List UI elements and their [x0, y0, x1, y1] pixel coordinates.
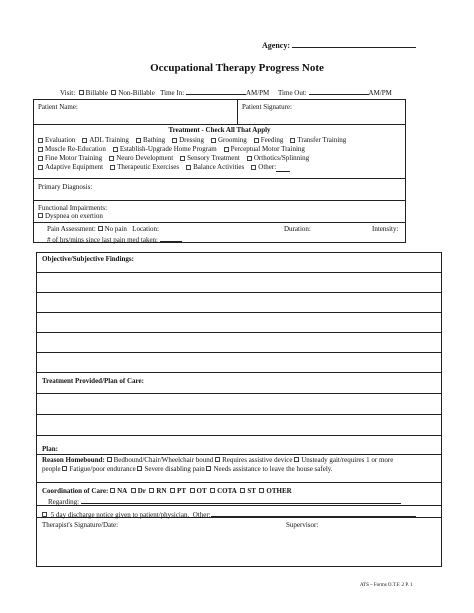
treatment-option[interactable] — [186, 163, 244, 172]
option-label: Sensory Treatment — [187, 154, 240, 162]
findings-line[interactable] — [36, 272, 442, 273]
checkbox[interactable] — [206, 466, 211, 471]
coordination-option: NA — [117, 487, 128, 495]
diagnosis-row-bottom — [33, 200, 406, 201]
treatment-option[interactable] — [38, 154, 102, 163]
primary-diagnosis-field[interactable] — [105, 182, 400, 194]
coordination-option: PT — [177, 487, 186, 495]
checkbox[interactable] — [190, 488, 195, 493]
homebound-line-1 — [42, 456, 393, 465]
non-billable-label: Non-Billable — [118, 89, 155, 97]
no-pain-label: No pain — [104, 225, 127, 233]
option-label: Orthotics/Splinning — [253, 154, 310, 162]
option-label: Neuro Development — [116, 154, 174, 162]
checkbox[interactable] — [113, 147, 118, 152]
checkbox[interactable] — [110, 488, 115, 493]
treatment-option[interactable] — [109, 154, 173, 163]
findings-line[interactable] — [36, 332, 442, 333]
treatment-row-1 — [38, 136, 353, 145]
discharge-other-label: Other: — [192, 511, 211, 519]
checkbox[interactable] — [136, 138, 141, 143]
checkbox[interactable] — [254, 138, 259, 143]
regarding-field[interactable] — [81, 496, 401, 504]
time-out-ampm: AM/PM — [368, 89, 392, 97]
option-label: Muscle Re-Education — [45, 145, 106, 153]
option-label: Evaluation — [45, 136, 76, 144]
option-label: Perceptual Motor Training — [230, 145, 305, 153]
checkbox[interactable] — [38, 156, 43, 161]
form-id: ATS – Forms O.T.F. 2 P. 1 — [360, 583, 413, 588]
findings-label: Objective/Subjective Findings: — [42, 255, 134, 263]
coordination-section-bottom — [36, 505, 442, 506]
plan-label: Plan: — [42, 445, 58, 453]
treatment-option[interactable] — [113, 145, 217, 154]
dyspnea-checkbox[interactable] — [38, 213, 43, 218]
checkbox[interactable] — [109, 156, 114, 161]
checkbox[interactable] — [211, 138, 216, 143]
patient-name-field[interactable] — [40, 112, 230, 122]
discharge-section-bottom — [36, 517, 442, 518]
functional-impairments-label: Functional Impairments: — [38, 204, 108, 212]
findings-section-bottom — [36, 372, 442, 373]
findings-line[interactable] — [36, 352, 442, 353]
homebound-prefix: people — [42, 465, 61, 473]
checkbox[interactable] — [247, 156, 252, 161]
treatment-option[interactable] — [211, 136, 247, 145]
time-in-ampm: AM/PM — [245, 89, 270, 97]
checkbox[interactable] — [215, 457, 220, 462]
checkbox[interactable] — [82, 138, 87, 143]
homebound-option: Fatigue/poor endurance — [69, 465, 136, 473]
treatment-option[interactable] — [38, 163, 103, 172]
checkbox[interactable] — [110, 165, 115, 170]
option-label: Dressing — [179, 136, 204, 144]
checkbox[interactable] — [224, 147, 229, 152]
treatment-option[interactable] — [251, 163, 290, 172]
homebound-option: Bedbound/Chair/Wheelchair bound — [113, 456, 214, 464]
functional-row-bottom — [33, 222, 406, 223]
location-label: Location: — [132, 225, 159, 233]
treatment-option[interactable] — [110, 163, 179, 172]
time-out-label: Time Out: — [278, 89, 307, 97]
coordination-option: RN — [156, 487, 167, 495]
treatment-option[interactable] — [82, 136, 129, 145]
checkbox[interactable] — [180, 156, 185, 161]
coordination-line — [42, 487, 292, 496]
patient-row-bottom — [33, 124, 406, 125]
visit-line — [60, 87, 392, 98]
checkbox[interactable] — [107, 457, 112, 462]
primary-diagnosis-label: Primary Diagnosis: — [38, 183, 93, 191]
pain-med-line — [47, 234, 182, 245]
other-field[interactable] — [276, 164, 290, 172]
treatment-heading: Treatment - Check All That Apply — [168, 126, 271, 134]
findings-line[interactable] — [36, 292, 442, 293]
checkbox[interactable] — [38, 147, 43, 152]
findings-line[interactable] — [36, 312, 442, 313]
option-label: ADL Training — [89, 136, 129, 144]
homebound-option: Requires assistive device — [222, 456, 293, 464]
treatment-provided-label: Treatment Provided/Plan of Care: — [42, 377, 144, 385]
discharge-line — [42, 509, 416, 520]
treatment-provided-section-bottom — [36, 435, 442, 436]
time-in-field[interactable] — [186, 87, 246, 95]
page-title: Occupational Therapy Progress Note — [150, 62, 324, 74]
treatment-provided-line[interactable] — [36, 414, 442, 415]
agency-field[interactable] — [292, 40, 416, 48]
checkbox[interactable] — [131, 488, 136, 493]
option-label: Balance Activities — [193, 163, 245, 171]
visit-label: Visit: — [60, 89, 76, 97]
checkbox[interactable] — [38, 138, 43, 143]
checkbox[interactable] — [240, 488, 245, 493]
dyspnea-label: Dyspnea on exertion — [45, 212, 103, 220]
billable-label: Billable — [85, 89, 108, 97]
treatment-provided-line[interactable] — [36, 393, 442, 394]
treatment-option[interactable] — [172, 136, 204, 145]
dyspnea-option[interactable] — [38, 212, 103, 221]
checkbox[interactable] — [251, 165, 256, 170]
no-pain-checkbox[interactable] — [98, 226, 103, 231]
checkbox[interactable] — [259, 488, 264, 493]
homebound-section-bottom — [36, 482, 442, 483]
discharge-other-field[interactable] — [211, 509, 416, 517]
homebound-option: Severe disabling pain — [144, 465, 205, 473]
treatment-row-4 — [38, 163, 297, 172]
treatment-option[interactable] — [224, 145, 305, 154]
patient-signature-label: Patient Signature: — [242, 103, 292, 111]
option-label: Adaptive Equipment — [45, 163, 104, 171]
intensity-label: Intensity: — [372, 225, 399, 233]
time-in-label: Time In: — [160, 89, 185, 97]
agency-label: Agency: — [262, 41, 290, 50]
non-billable-checkbox[interactable] — [111, 90, 116, 95]
supervisor-label: Supervisor: — [286, 521, 319, 529]
checkbox[interactable] — [38, 165, 43, 170]
treatment-option[interactable] — [290, 136, 346, 145]
coordination-option: OT — [196, 487, 207, 495]
agency-line — [262, 40, 416, 51]
option-label: Fine Motor Training — [45, 154, 103, 162]
checkbox[interactable] — [290, 138, 295, 143]
option-label: Therapeutic Exercises — [117, 163, 180, 171]
pain-assessment-label: Pain Assessment: — [47, 225, 96, 233]
patient-divider — [237, 99, 238, 124]
homebound-line-2 — [42, 465, 333, 474]
treatment-option[interactable] — [136, 136, 165, 145]
pain-assessment-line — [47, 225, 159, 234]
checkbox[interactable] — [210, 488, 215, 493]
coordination-option: ST — [247, 487, 256, 495]
therapist-signature-field[interactable] — [42, 532, 272, 562]
therapist-signature-label: Therapist's Signature/Date: — [42, 521, 119, 529]
coordination-option: COTA — [217, 487, 237, 495]
option-label: Grooming — [218, 136, 247, 144]
homebound-label: Reason Homebound: — [42, 456, 105, 464]
checkbox[interactable] — [172, 138, 177, 143]
checkbox[interactable] — [170, 488, 175, 493]
homebound-option: Unsteady gait/requires 1 or more — [301, 456, 394, 464]
pain-med-label: # of hrs/mins since last pain med taken: — [47, 236, 159, 244]
option-label: Bathing — [142, 136, 166, 144]
checkbox[interactable] — [62, 466, 67, 471]
treatment-row-2 — [38, 145, 312, 154]
checkbox[interactable] — [294, 457, 299, 462]
coordination-label: Coordination of Care: — [42, 487, 109, 495]
billable-checkbox[interactable] — [79, 90, 84, 95]
plan-line[interactable] — [36, 454, 442, 455]
checkbox[interactable] — [149, 488, 154, 493]
regarding-label: Regarding: — [48, 498, 80, 506]
treatment-option[interactable] — [38, 136, 75, 145]
treatment-option[interactable] — [254, 136, 284, 145]
treatment-option[interactable] — [180, 154, 240, 163]
time-out-field[interactable] — [309, 87, 369, 95]
patient-signature-field[interactable] — [244, 112, 399, 122]
duration-label: Duration: — [284, 225, 311, 233]
option-label: Feeding — [260, 136, 284, 144]
treatment-row-3 — [38, 154, 316, 163]
option-label: Other: — [258, 163, 277, 171]
coordination-option: Dr — [137, 487, 146, 495]
checkbox[interactable] — [186, 165, 191, 170]
patient-name-label: Patient Name: — [38, 103, 78, 111]
coordination-option: OTHER — [266, 487, 292, 495]
option-label: Transfer Training — [297, 136, 347, 144]
pain-med-field[interactable] — [160, 234, 182, 242]
supervisor-field[interactable] — [286, 532, 436, 562]
homebound-option: Needs assistance to leave the house safely. — [213, 465, 333, 473]
option-label: Establish-Upgrade Home Program — [119, 145, 217, 153]
treatment-option[interactable] — [247, 154, 309, 163]
checkbox[interactable] — [137, 466, 142, 471]
treatment-row-bottom — [33, 178, 406, 179]
discharge-label: 5 day discharge notice given to patient/physician. — [50, 511, 190, 519]
treatment-option[interactable] — [38, 145, 106, 154]
